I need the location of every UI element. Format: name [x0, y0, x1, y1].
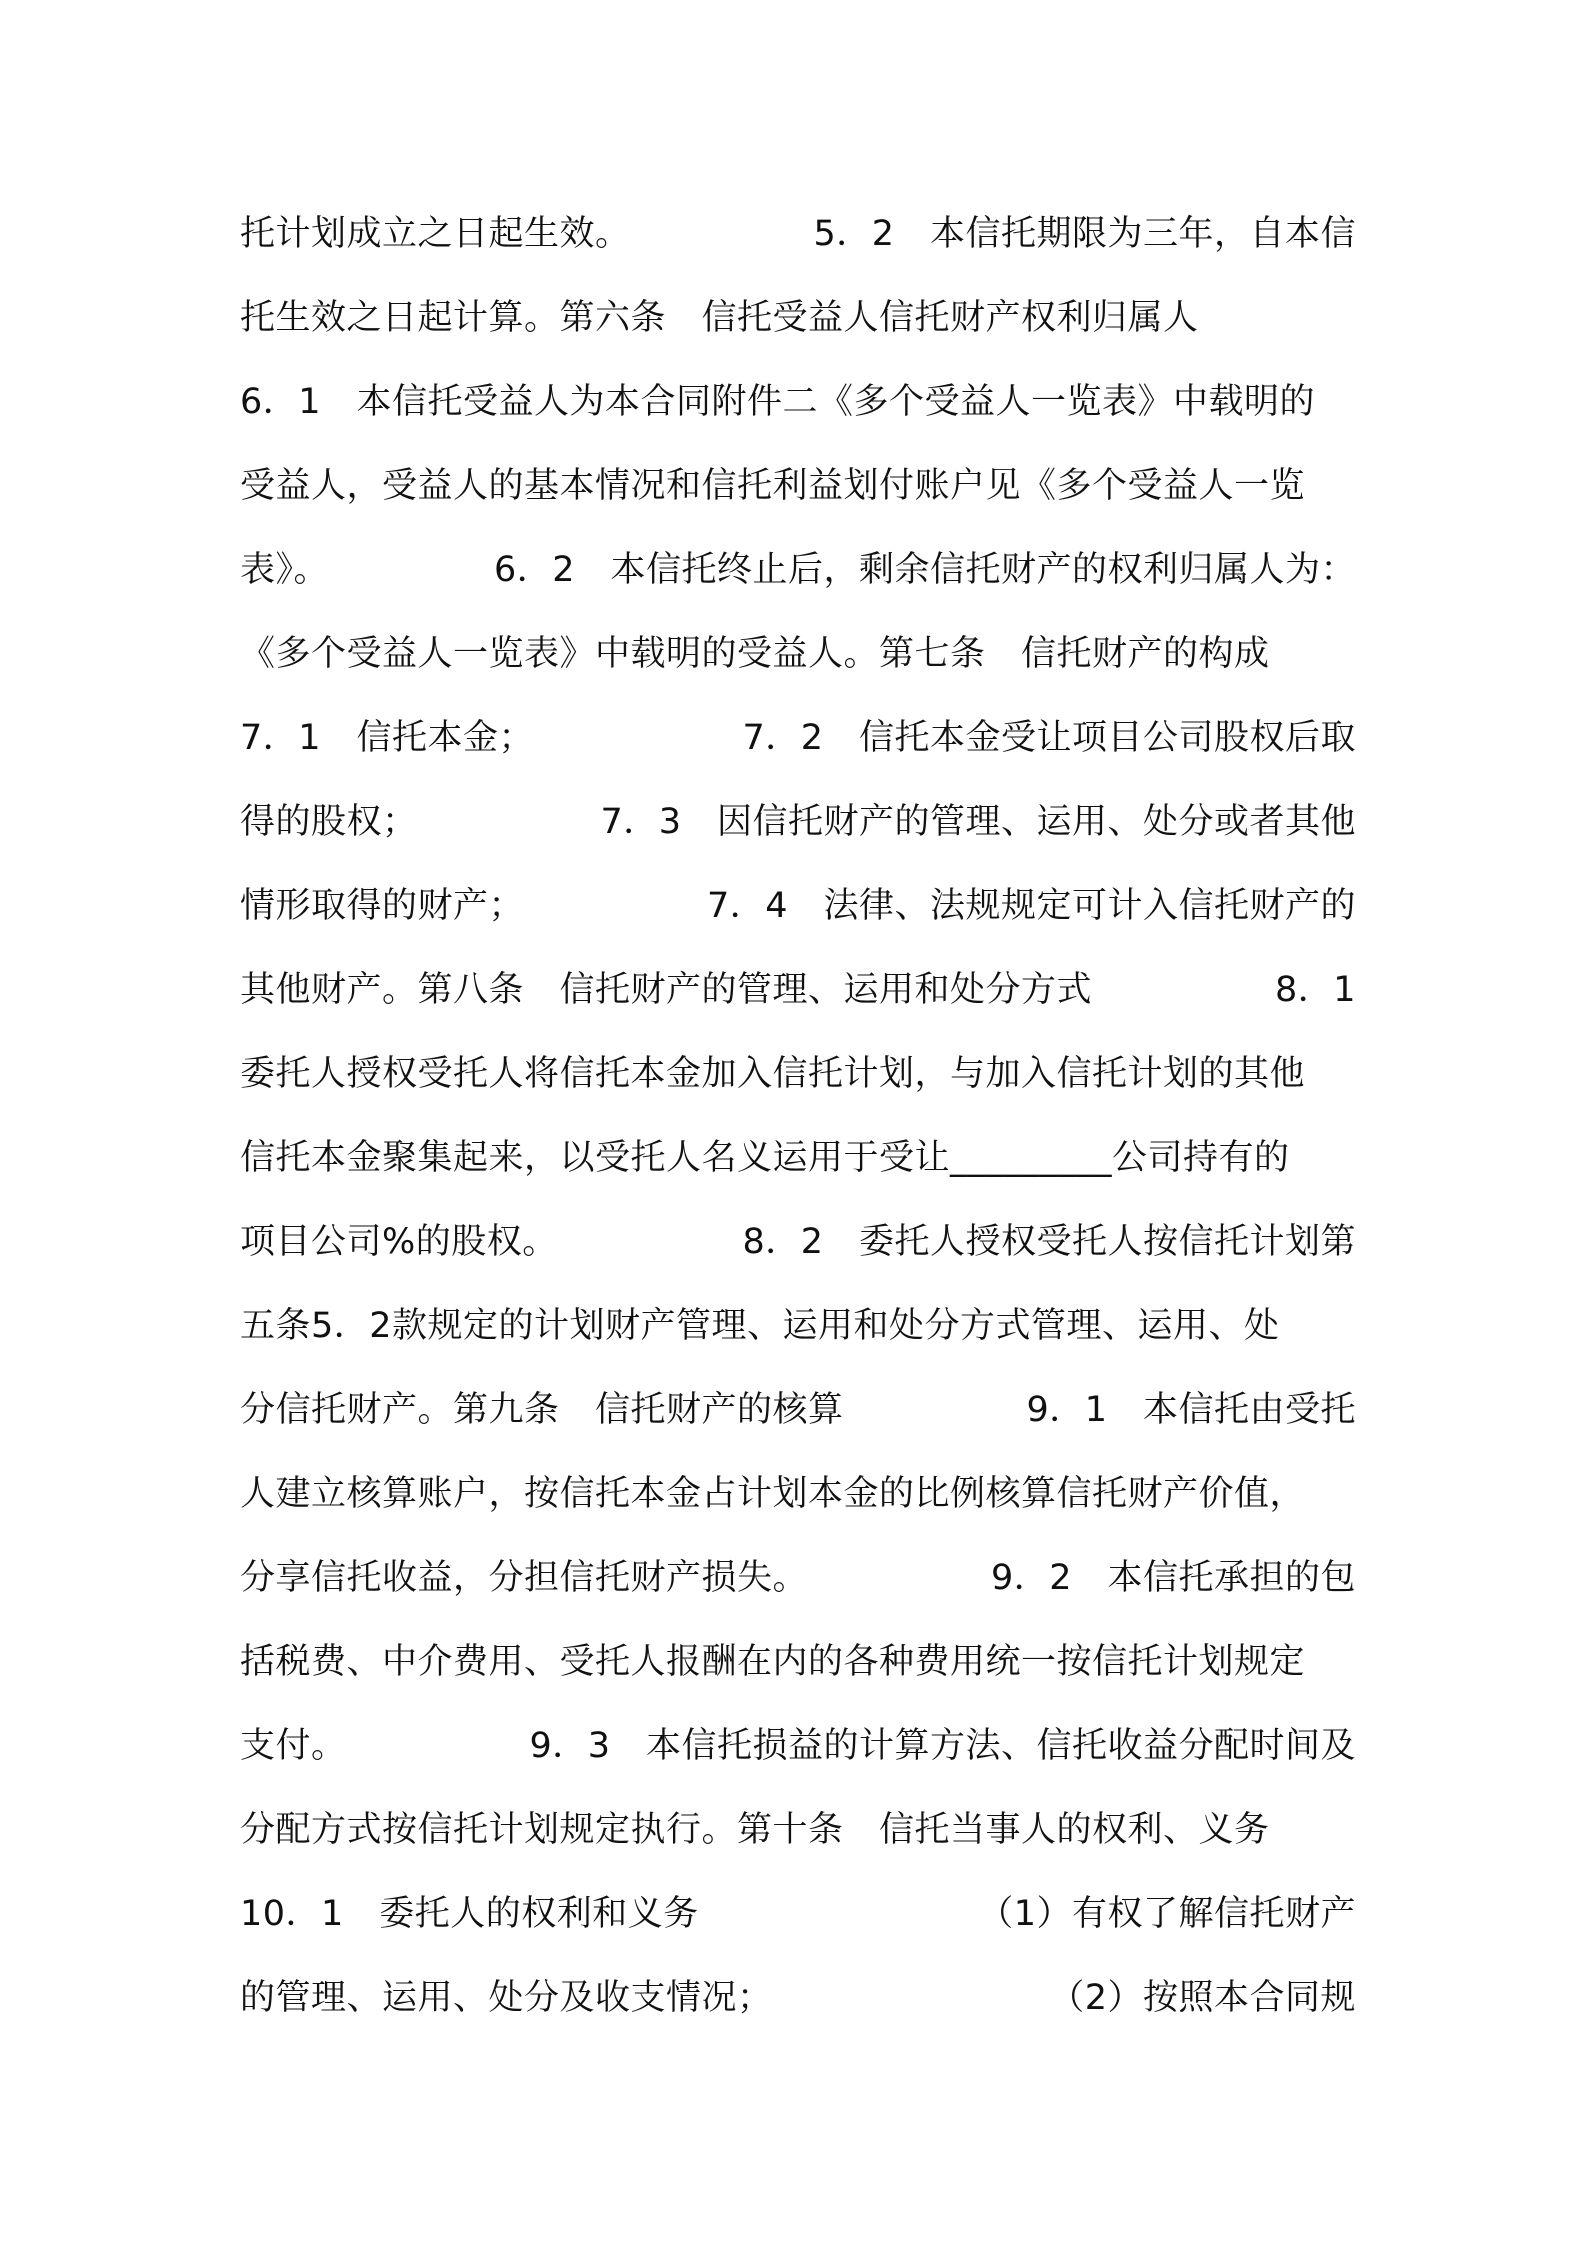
- text-line: [240, 1704, 1356, 1788]
- text-line: [240, 780, 1356, 864]
- text-line: [240, 1536, 1356, 1620]
- text-line: [240, 276, 1356, 360]
- text-line: [240, 1200, 1356, 1284]
- text-line: [240, 1452, 1356, 1536]
- text-line: [240, 1368, 1356, 1452]
- line-segment: （2）按照本合同规: [1049, 1978, 1356, 2018]
- text-line: [240, 1284, 1356, 1368]
- line-segment: 9．2 本信托承担的包: [990, 1558, 1356, 1598]
- text-line: [240, 948, 1356, 1032]
- line-segment: 8．1: [1274, 970, 1356, 1010]
- line-segment: 10．1 委托人的权利和义务: [240, 1894, 699, 1934]
- text-line: [240, 360, 1356, 444]
- line-segment: 《多个受益人一览表》中载明的受益人。第七条 信托财产的构成: [240, 634, 1270, 674]
- line-segment: 信托本金聚集起来，以受托人名义运用于受让_________公司持有的: [240, 1138, 1290, 1178]
- line-segment: 项目公司%的股权。: [240, 1222, 558, 1262]
- text-line: [240, 864, 1356, 948]
- line-segment: 表》。: [240, 550, 330, 590]
- text-line: [240, 528, 1356, 612]
- text-line: [240, 1956, 1356, 2040]
- line-segment: 分享信托收益，分担信托财产损失。: [240, 1558, 809, 1598]
- line-segment: 人建立核算账户，按信托本金占计划本金的比例核算信托财产价值，: [240, 1474, 1306, 1514]
- text-line: [240, 1788, 1356, 1872]
- text-line: [240, 444, 1356, 528]
- line-segment: 括税费、中介费用、受托人报酬在内的各种费用统一按信托计划规定: [240, 1642, 1306, 1682]
- line-segment: 委托人授权受托人将信托本金加入信托计划，与加入信托计划的其他: [240, 1054, 1306, 1094]
- line-segment: 9．3 本信托损益的计算方法、信托收益分配时间及: [529, 1726, 1356, 1766]
- text-line: [240, 192, 1356, 276]
- line-segment: 8．2 委托人授权受托人按信托计划第: [742, 1222, 1356, 1262]
- text-line: [240, 1872, 1356, 1956]
- line-segment: 其他财产。第八条 信托财产的管理、运用和处分方式: [240, 970, 1093, 1010]
- line-segment: 托计划成立之日起生效。: [240, 214, 631, 254]
- text-line: [240, 1620, 1356, 1704]
- line-segment: 5．2 本信托期限为三年，自本信: [813, 214, 1356, 254]
- line-segment: 支付。: [240, 1726, 347, 1766]
- text-line: [240, 612, 1356, 696]
- line-segment: 分信托财产。第九条 信托财产的核算: [240, 1390, 844, 1430]
- line-segment: 6．1 本信托受益人为本合同附件二《多个受益人一览表》中载明的: [240, 382, 1316, 422]
- line-segment: 7．1 信托本金；: [240, 718, 535, 758]
- text-line: [240, 696, 1356, 780]
- line-segment: 分配方式按信托计划规定执行。第十条 信托当事人的权利、义务: [240, 1810, 1270, 1850]
- line-segment: 情形取得的财产；: [240, 886, 525, 926]
- line-segment: 7．2 信托本金受让项目公司股权后取: [742, 718, 1356, 758]
- line-segment: （1）有权了解信托财产: [978, 1894, 1356, 1934]
- line-segment: 托生效之日起计算。第六条 信托受益人信托财产权利归属人: [240, 298, 1199, 338]
- line-segment: 6．2 本信托终止后，剩余信托财产的权利归属人为：: [493, 550, 1356, 590]
- text-line: [240, 1116, 1356, 1200]
- line-segment: 得的股权；: [240, 802, 418, 842]
- line-segment: 9．1 本信托由受托: [1026, 1390, 1356, 1430]
- line-segment: 7．3 因信托财产的管理、运用、处分或者其他: [600, 802, 1356, 842]
- text-line: [240, 1032, 1356, 1116]
- line-segment: 7．4 法律、法规规定可计入信托财产的: [706, 886, 1356, 926]
- line-segment: 受益人，受益人的基本情况和信托利益划付账户见《多个受益人一览: [240, 466, 1306, 506]
- line-segment: 五条5．2款规定的计划财产管理、运用和处分方式管理、运用、处: [240, 1306, 1280, 1346]
- contract-text-block: [240, 192, 1356, 2040]
- line-segment: 的管理、运用、处分及收支情况；: [240, 1978, 773, 2018]
